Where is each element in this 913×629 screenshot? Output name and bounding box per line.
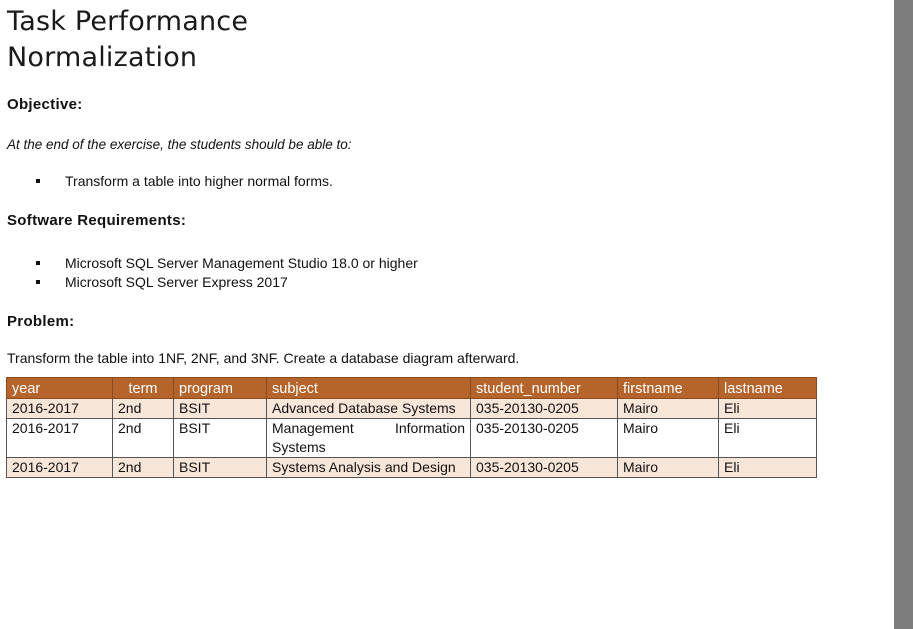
scrollbar-track[interactable] [894, 0, 913, 629]
cell-term: 2nd [113, 399, 174, 419]
objective-item: Transform a table into higher normal forms. [0, 172, 333, 191]
cell-lastname: Eli [719, 419, 817, 458]
table-header-row [7, 378, 817, 399]
header-year: year [7, 378, 113, 399]
objective-list [0, 172, 333, 191]
header-subject: subject [267, 378, 471, 399]
header-firstname: firstname [618, 378, 719, 399]
cell-lastname: Eli [719, 399, 817, 419]
cell-year: 2016-2017 [7, 458, 113, 478]
problem-text: Transform the table into 1NF, 2NF, and 3NF. Create a database diagram afterward. [7, 350, 520, 366]
cell-program: BSIT [174, 458, 267, 478]
cell-firstname: Mairo [618, 419, 719, 458]
cell-student-number: 035-20130-0205 [471, 458, 618, 478]
cell-subject: Advanced Database Systems [267, 399, 471, 419]
software-heading: Software Requirements: [7, 212, 187, 229]
cell-firstname: Mairo [618, 399, 719, 419]
cell-subject: Systems Analysis and Design [267, 458, 471, 478]
table-row [7, 399, 817, 419]
software-list [0, 254, 418, 292]
header-lastname: lastname [719, 378, 817, 399]
title-line-1: Task Performance [7, 6, 249, 37]
cell-firstname: Mairo [618, 458, 719, 478]
objective-heading: Objective: [7, 96, 83, 113]
document-title [7, 4, 248, 76]
cell-program: BSIT [174, 419, 267, 458]
cell-student-number: 035-20130-0205 [471, 419, 618, 458]
software-item: Microsoft SQL Server Express 2017 [0, 273, 418, 292]
table-row [7, 419, 817, 458]
title-line-2: Normalization [7, 42, 198, 73]
cell-subject: Management Information Systems [267, 419, 471, 458]
objective-text: At the end of the exercise, the students should be able to: [7, 137, 352, 152]
table-row [7, 458, 817, 478]
cell-year: 2016-2017 [7, 399, 113, 419]
student-table [6, 377, 817, 478]
cell-student-number: 035-20130-0205 [471, 399, 618, 419]
cell-program: BSIT [174, 399, 267, 419]
software-item: Microsoft SQL Server Management Studio 18.0 or higher [0, 254, 418, 273]
header-term: term [113, 378, 174, 399]
cell-lastname: Eli [719, 458, 817, 478]
header-program: program [174, 378, 267, 399]
problem-heading: Problem: [7, 313, 75, 330]
cell-term: 2nd [113, 419, 174, 458]
cell-year: 2016-2017 [7, 419, 113, 458]
cell-term: 2nd [113, 458, 174, 478]
header-student-number: student_number [471, 378, 618, 399]
